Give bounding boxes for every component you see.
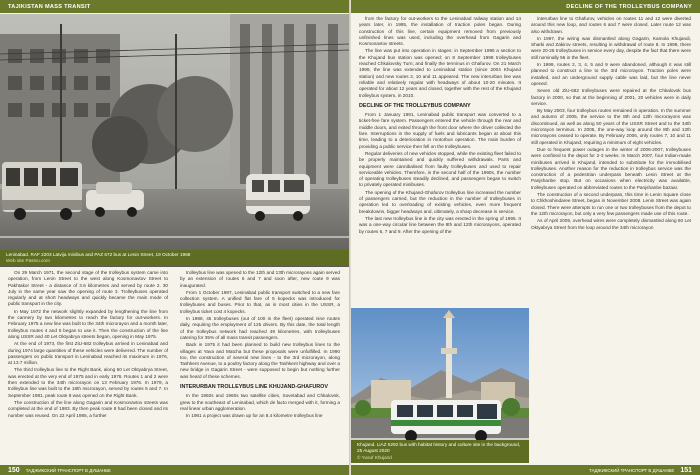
photo2-caption-text: Khujand. LiAZ 5292 bus with habitat history and culture site in the background, 25 August 2020: [357, 441, 521, 453]
left-column-1: [8, 270, 168, 420]
paragraph: Regular deliveries of new vehicles stopped, while the existing fleet failed to be properly maintained and quickly suffered withdrawals. Parts and equipment were cannibalised from faulty trolleybuses and used to repair serviceable vehicles. Therefore, in the second half of the 1990s, the number of operating trolleybuses steadily declined, and passengers began to switch to privately operated minibuses.: [359, 150, 521, 188]
paragraph: Due to frequent power outages in the winter of 2006-2007, trolleybuses were confined to the depot for 2-3 weeks. In March 2007, four Indian-made minibuses arrived in Khujand, intended to substitute for the immobilised trolleybuses. Another reason for the reduction in trolleybus service was the construction of a pedestrian underpass beneath Lenin Street at the Panjshanbe stop. But on occasions when electricity was available, trolleybuses operated on abbreviated routes to the Panjshanbe bazaar.: [531, 146, 691, 190]
paragraph: The third trolleybus line to the Right Bank, along 60 Let Oktyabrya Street, was erected at the very end of 1975 and in early 1976. Routes 1 and 2 were then extended to the 34th microrayon on 13 February 1976. In 1979, a trolleybus line was built to the 18th microrayon, served by routes 5 and 7. In September 1981, peak route 8 was opened on the Right Bank.: [8, 367, 168, 398]
paragraph: By May 2003, four trolleybus routes remained in operation. In the summer and autumn of 2005, the service to the 8th and 12th microrayons was discontinued, as well as along 50 years of the USSR Street and to the 34th microrayon terminus. In 2005, the one-way loop around the 8th and 12th microrayons ceased to operate. By February 2006, only routes 7, 10 and 11 still operated in Khujand, requiring a minimum of eight vehicles.: [531, 108, 691, 145]
left-running-footer: [0, 465, 349, 475]
paragraph: From 1 October 1987, Leninabad public transport switched to a new fare collection system. A unified flat fare of 5 kopecks was introduced for trolleybuses and buses. Prior to that, as in most cities in the USSR, a trolleybus ticket cost 4 kopecks.: [180, 289, 340, 314]
paragraph: In 1988, 45 trolleybuses (out of 100 in the fleet) operated nine routes daily, requiring the employment of 125 drivers. By this date, the total length of the trolleybus network had reached 49 kilometres, with trolleybuses catering for 35% of all mass transit passengers.: [180, 316, 340, 340]
right-running-footer: [351, 465, 700, 475]
paragraph: Seven old ZiU-682 trolleybuses were repaired at the Chkalovsk bus factory in 2000, so that at the beginning of 2001, 20 vehicles were in daily service.: [531, 88, 691, 106]
right-column-1: [359, 16, 521, 236]
left-page: [0, 0, 349, 475]
paragraph: In the 1950s and 1960s two satellite cities, Sovetabad and Chkalovsk, grew to the southeast of Leninabad, which de facto merged with it, forming a real linear urban agglomeration.: [180, 393, 340, 411]
right-page: [351, 0, 700, 475]
paragraph: The construction of a second underpass, this time in Lenin Square close to Chkhoshindaree Street, began in November 2008. Lenin Street was again closed. There were attempts to run one or two trolleybuses from the depot to the 12th microrayon, but only a very few passengers made use of this route.: [531, 192, 691, 216]
photo2-credit: © Yusuf Khujand: [357, 454, 392, 460]
paragraph: The opening of the Khujand-Ghafurov trolleybus line increased the number of passengers carried, but the reduction in the number of trolleybuses in operation led to overloading of existing vehicles, even more frequent breakdowns, bigger headways and, ultimately, a sharp decrease in service.: [359, 189, 521, 214]
paragraph: In 1997, the wiring was dismantled along Gagarin, Kamola Khujandi, Sharki and Zakirov streets, resulting in withdrawal of route 8. In 1998, there were 20-25 trolleybuses in service every day, despite the fact that there were still nominally 56 in the fleet.: [531, 35, 691, 60]
section-heading-decline: DECLINE OF THE TROLLEYBUS COMPANY: [359, 102, 471, 109]
paragraph: In 1981 a project was drawn up for an 8.4 kilometre trolleybus line: [186, 413, 323, 419]
paragraph: As of April 2009, overhead wires were completely dismantled along 60 Let Oktyabrya Street from the loop around the 34th microrayon: [531, 218, 691, 230]
photo-khujand-bus: [351, 308, 529, 460]
left-running-header: TAJIKISTAN MASS TRANSIT: [0, 0, 349, 13]
section-heading-interurban: INTERURBAN TROLLEYBUS LINE KHUJAND-GHAFUROV: [180, 384, 328, 391]
right-running-header: DECLINE OF THE TROLLEYBUS COMPANY: [351, 0, 700, 13]
paragraph: At the end of 1973, the first ZiU-682 trolleybus arrived in Leninabad and during 1974 large quantities of these vehicles were delivered. The number of passengers on public transport in Leninabad reached its maximum in 1976, at 13.7 million.: [8, 341, 168, 366]
left-footer-text: ТАДЖИКСКИЙ ТРАНСПОРТ В ДУШАНБЕ: [25, 467, 111, 473]
paragraph: interurban line to Ghafurov, vehicles on routes 11 and 12 were diverted around this new loop, and routes 6 and 7 were closed. Later route 12 was also withdrawn.: [531, 16, 691, 34]
photo-street-scene-image: [0, 14, 349, 267]
right-footer-text: ТАДЖИКСКИЙ ТРАНСПОРТ В ДУШАНБЕ: [589, 467, 675, 473]
photo2-caption: [351, 440, 529, 463]
paragraph: The last new trolleybus line in the city was erected in the spring of 1995. It was a one-way circular line between the 8th and 12th microrayons, operated by routes 6, 7 and 9. After the opening of the: [359, 215, 521, 234]
photo-leninabad-street: [0, 14, 349, 267]
photo-bus-monument-image: [351, 308, 529, 456]
paragraph: On 29 March 1971, the second stage of the trolleybus system came into operation, from Lenin Street to the west along Kosmonavtov Street to Pakhtakor Street - a distance of 3.6 kilometres and served by route 2. 30 July in the same year saw the opening of route 3. Trolleybuses operated regularly and at short headways and quickly became the main mode of public transport in the city.: [8, 270, 168, 307]
paragraph: from the factory for out-workers to the Leninabad railway station and 14 years later, in 1995, the installation of traction poles began. During construction of this line, certain equipment removed from previously unfinished lines was used, including the overhead from Gagarin and Kosmonavtov streets.: [359, 16, 521, 47]
photo1-caption: [0, 250, 349, 266]
paragraph: The construction of the line along Gagarin and Kosmonavtov streets was completed at the end of 1983. By then peak route 8 had been closed and its number was reused. On 22 April 1985, a further: [8, 399, 168, 418]
left-page-number: 150: [8, 466, 20, 474]
right-page-number: 151: [680, 466, 692, 474]
paragraph: In 1999, routes 2, 3, 4, 5 and 9 were abandoned, although it was still planned to construct a line to the 3rd microrayon. Traction poles were installed, and an underground supply cable was laid, but the line never opened.: [531, 62, 691, 86]
paragraph: The line was put into operation in stages: in September 1995 a section to the Khujand bus station was opened; on 8 September 1998 trolleybuses reached Chkalovsky Turn; and finally the terminus in Ghafurov. On 21 March 1999, the line was extended to Leninabad station (since 2004 Khujand station) and new routes 2, 10 and 11 appeared. The new interurban line was reliable and relatively regular with headways of about 10-20 minutes. It operated for about 12 years and closed, together with the rest of the Khujand trolleybus system, in 2010.: [359, 48, 521, 98]
paragraph: From 1 January 1991, Leninabad public transport was converted to a ticket-free fare system. Passengers entered the vehicle through the rear and middle doors, and exited through the front door where the driver collected the fare. Interruptions in the supply of fuels and lubricants began at about this time, leading to a deterioration in motorbus operation. The main burden of providing a public service then fell on the trolleybuses.: [359, 112, 521, 149]
paragraph: In May 1972 the network slightly expanded by lengthening the line from the cannery by two kilometres to reach the factory for out-workers. In February 1975 a new line was built to the 34th microrayon and a month later, trolleybus routes 4 and 5 began to use it. Then the construction of the line along USSR and 40 Let Oktyabrya streets began, opening in May 1975.: [8, 308, 168, 339]
right-column-2: [531, 16, 691, 466]
photo1-caption-text: Leninabad. RAF 2203 Latvija minibus and PAZ 672 bus at Lenin Street, 19 October 1968: [6, 251, 191, 257]
paragraph: Back in 1975 it had been planned to build new trolleybus lines to the villages at Yava and Matcha but these proposals were unfulfilled. In 1990 too, the construction of several new lines - to the 3rd microrayon, along Tashkent Avenue, to a poultry factory along the Tashkent highway and over a new bridge in Gagarin Street - were supposed to begin but nothing further was heard of these schemes.: [180, 342, 340, 379]
paragraph: trolleybus line was opened to the 12th and 13th microrayons again served by an extension of routes 6 and 7 and soon after, new route 9 was inaugurated.: [180, 270, 340, 288]
left-column-2: [180, 270, 340, 421]
photo1-credit: Web site Pastvu.com: [6, 258, 50, 263]
